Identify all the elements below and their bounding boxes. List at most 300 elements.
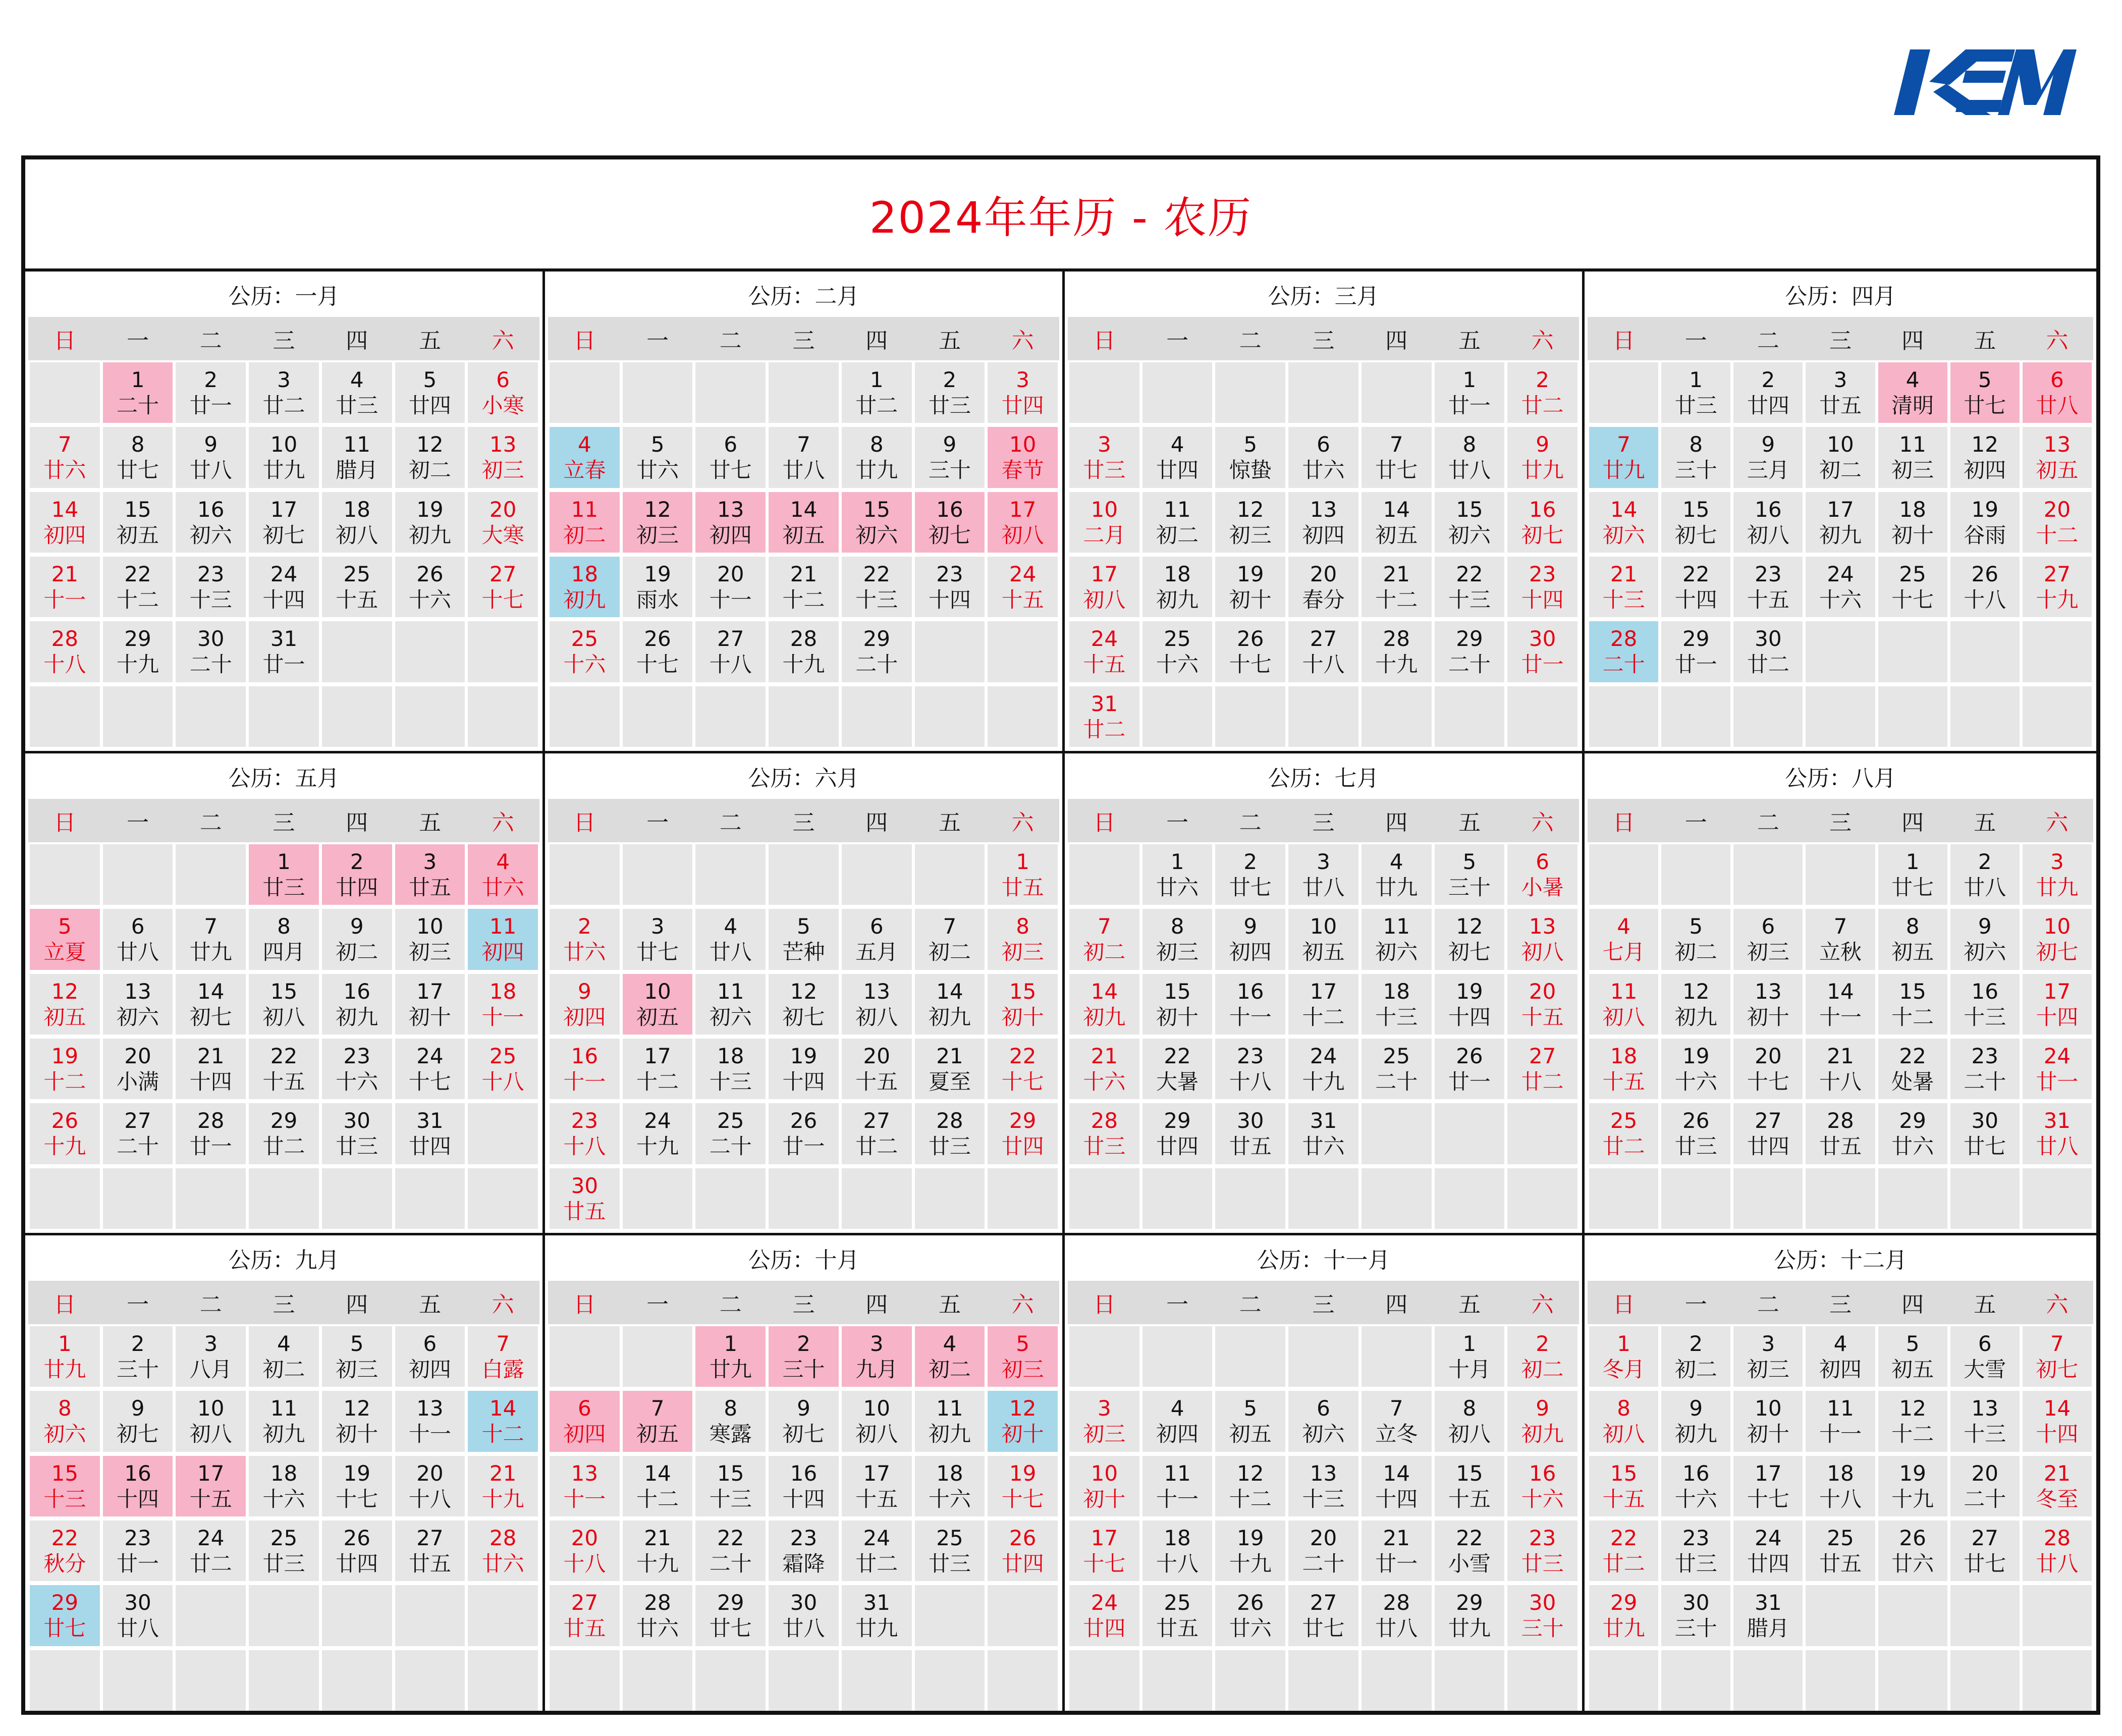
solar-day: 16 xyxy=(1755,497,1782,522)
lunar-day: 廿四 xyxy=(1001,1134,1044,1159)
day-cell xyxy=(395,492,465,553)
empty-cell xyxy=(1069,1326,1139,1387)
day-cell xyxy=(1069,909,1139,969)
lunar-day: 初四 xyxy=(1964,458,2006,483)
day-cell xyxy=(30,492,100,553)
lunar-day: 十三 xyxy=(855,587,898,613)
day-cell xyxy=(103,621,173,682)
day-cell xyxy=(695,1103,766,1164)
lunar-day: 廿七 xyxy=(1964,1551,2006,1577)
day-cell xyxy=(1661,621,1730,682)
empty-cell xyxy=(1507,686,1577,747)
day-cell xyxy=(1733,621,1803,682)
weekday-label: 日 xyxy=(53,1292,76,1318)
weekday-label: 日 xyxy=(1612,328,1635,354)
day-cell xyxy=(842,492,912,553)
lunar-day: 廿八 xyxy=(2036,1551,2079,1577)
lunar-day: 十五 xyxy=(1602,1069,1645,1095)
day-cell xyxy=(915,1391,985,1451)
solar-day: 24 xyxy=(270,561,298,586)
weekday-label: 四 xyxy=(1901,1292,1924,1318)
lunar-day: 初十 xyxy=(1747,1422,1789,1447)
lunar-day: 十七 xyxy=(481,587,524,613)
lunar-day: 廿三 xyxy=(1083,458,1126,483)
day-cell xyxy=(103,1391,173,1451)
empty-cell xyxy=(1661,1168,1730,1229)
solar-day: 13 xyxy=(416,1396,444,1421)
lunar-day: 三十 xyxy=(1521,1616,1564,1641)
empty-cell xyxy=(1950,1650,2020,1711)
lunar-day: 二十 xyxy=(1448,652,1491,677)
lunar-day: 十二 xyxy=(43,1069,86,1095)
weekday-label: 六 xyxy=(1011,328,1034,354)
day-grid xyxy=(1068,360,1579,749)
empty-cell xyxy=(1435,686,1505,747)
weekday-header xyxy=(1068,799,1579,842)
day-cell xyxy=(1069,557,1139,617)
empty-cell xyxy=(468,686,538,747)
solar-day: 5 xyxy=(1689,914,1703,939)
lunar-day: 初十 xyxy=(1747,1004,1789,1029)
day-cell xyxy=(1142,1456,1213,1516)
empty-cell xyxy=(1507,1650,1577,1711)
lunar-day: 初七 xyxy=(189,1004,232,1029)
solar-day: 18 xyxy=(1383,979,1410,1004)
weekday-label: 二 xyxy=(1757,1292,1779,1318)
lunar-day: 廿七 xyxy=(117,458,159,483)
solar-day: 18 xyxy=(1899,497,1926,522)
day-cell xyxy=(623,557,693,617)
lunar-day: 初六 xyxy=(1448,522,1491,548)
empty-cell xyxy=(1806,1650,1875,1711)
lunar-day: 廿三 xyxy=(262,1551,305,1577)
solar-day: 30 xyxy=(1529,626,1556,652)
lunar-day: 初四 xyxy=(1156,1422,1199,1447)
solar-day: 12 xyxy=(1899,1396,1926,1421)
lunar-day: 二十 xyxy=(117,1134,159,1159)
day-cell xyxy=(1288,844,1358,905)
weekday-label: 二 xyxy=(719,810,742,836)
day-cell xyxy=(395,1456,465,1516)
solar-day: 8 xyxy=(1016,914,1029,939)
day-cell xyxy=(695,427,766,487)
month-title: 公历：九月 xyxy=(228,1247,340,1273)
day-cell xyxy=(550,1585,620,1646)
lunar-day: 廿九 xyxy=(1602,458,1645,483)
solar-day: 26 xyxy=(1456,1043,1483,1068)
day-cell xyxy=(988,909,1058,969)
lunar-day: 初五 xyxy=(117,522,159,548)
lunar-day: 廿三 xyxy=(262,875,305,900)
solar-day: 10 xyxy=(197,1396,225,1421)
solar-day: 16 xyxy=(1682,1460,1710,1486)
solar-day: 15 xyxy=(717,1460,744,1486)
day-cell xyxy=(915,1326,985,1387)
day-cell xyxy=(1950,1103,2020,1164)
lunar-day: 初二 xyxy=(1819,458,1862,483)
lunar-day: 初五 xyxy=(1891,1357,1934,1382)
day-cell xyxy=(1806,909,1875,969)
solar-day: 12 xyxy=(51,979,79,1004)
lunar-day: 十九 xyxy=(782,652,825,677)
day-cell xyxy=(30,909,100,969)
day-cell xyxy=(322,1326,392,1387)
solar-day: 17 xyxy=(1827,497,1854,522)
solar-day: 21 xyxy=(51,561,79,586)
empty-cell xyxy=(468,1168,538,1229)
solar-day: 9 xyxy=(1978,914,1992,939)
lunar-day: 三十 xyxy=(117,1357,159,1382)
solar-day: 13 xyxy=(1310,497,1337,522)
weekday-header xyxy=(1068,1281,1579,1324)
day-cell xyxy=(322,1039,392,1099)
empty-cell xyxy=(1806,1168,1875,1229)
solar-day: 21 xyxy=(644,1525,671,1550)
lunar-day: 廿三 xyxy=(1521,1551,1564,1577)
day-cell xyxy=(1069,1585,1139,1646)
solar-day: 6 xyxy=(724,432,738,457)
day-cell xyxy=(988,1039,1058,1099)
solar-day: 9 xyxy=(1689,1396,1703,1421)
day-cell xyxy=(1661,492,1730,553)
solar-day: 16 xyxy=(790,1460,818,1486)
empty-cell xyxy=(1069,844,1139,905)
solar-day: 23 xyxy=(1971,1043,1998,1068)
empty-cell xyxy=(1142,686,1213,747)
solar-day: 27 xyxy=(1310,626,1337,652)
lunar-day: 十五 xyxy=(855,1069,898,1095)
lunar-day: 初八 xyxy=(855,1422,898,1447)
solar-day: 13 xyxy=(1755,979,1782,1004)
solar-day: 2 xyxy=(1536,367,1549,392)
empty-cell xyxy=(1069,362,1139,423)
empty-cell xyxy=(1288,1326,1358,1387)
empty-cell xyxy=(1950,621,2020,682)
weekday-label: 日 xyxy=(573,810,596,836)
day-cell xyxy=(2023,844,2092,905)
empty-cell xyxy=(915,1650,985,1711)
day-cell xyxy=(1215,844,1285,905)
day-cell xyxy=(1661,1456,1730,1516)
lunar-day: 大雪 xyxy=(1964,1357,2006,1382)
day-cell xyxy=(1362,492,1432,553)
solar-day: 26 xyxy=(51,1108,79,1133)
weekday-label: 二 xyxy=(199,328,222,354)
empty-cell xyxy=(695,844,766,905)
lunar-day: 廿九 xyxy=(189,940,232,965)
solar-day: 3 xyxy=(1016,367,1029,392)
day-grid xyxy=(1588,1324,2093,1713)
day-cell xyxy=(1362,1521,1432,1581)
day-cell xyxy=(550,909,620,969)
solar-day: 14 xyxy=(1827,979,1854,1004)
lunar-day: 十四 xyxy=(1375,1486,1418,1511)
solar-day: 21 xyxy=(1383,1525,1410,1550)
solar-day: 9 xyxy=(797,1396,810,1421)
day-cell xyxy=(1589,1039,1658,1099)
lunar-day: 雨水 xyxy=(636,587,679,613)
lunar-day: 十四 xyxy=(117,1486,159,1511)
lunar-day: 小满 xyxy=(117,1069,159,1095)
solar-day: 21 xyxy=(1383,561,1410,586)
day-cell xyxy=(468,427,538,487)
lunar-day: 初九 xyxy=(1674,1004,1717,1029)
solar-day: 7 xyxy=(58,432,72,457)
day-cell xyxy=(1661,909,1730,969)
lunar-day: 十七 xyxy=(408,1069,451,1095)
solar-day: 5 xyxy=(1243,1396,1258,1421)
day-cell xyxy=(1507,1585,1577,1646)
solar-day: 15 xyxy=(1682,497,1710,522)
lunar-day: 初三 xyxy=(1229,522,1272,548)
solar-day: 21 xyxy=(1091,1043,1118,1068)
day-cell xyxy=(1362,427,1432,487)
solar-day: 19 xyxy=(1971,497,1998,522)
lunar-day: 五月 xyxy=(855,940,898,965)
solar-day: 28 xyxy=(1091,1108,1118,1133)
weekday-header xyxy=(28,1281,539,1324)
weekday-label: 五 xyxy=(418,1292,441,1318)
lunar-day: 初九 xyxy=(1083,1004,1126,1029)
day-cell xyxy=(623,974,693,1035)
day-cell xyxy=(1142,1039,1213,1099)
lunar-day: 十四 xyxy=(782,1486,825,1511)
solar-day: 9 xyxy=(1761,432,1775,457)
empty-cell xyxy=(30,1650,100,1711)
empty-cell xyxy=(103,844,173,905)
lunar-day: 初五 xyxy=(1375,522,1418,548)
lunar-day: 十七 xyxy=(1083,1551,1126,1577)
weekday-header xyxy=(1068,317,1579,360)
lunar-day: 十二 xyxy=(1891,1422,1934,1447)
lunar-day: 初四 xyxy=(1819,1357,1862,1382)
solar-day: 2 xyxy=(577,914,591,939)
solar-day: 22 xyxy=(51,1525,79,1550)
solar-day: 26 xyxy=(790,1108,818,1133)
lunar-day: 十四 xyxy=(2036,1422,2079,1447)
day-cell xyxy=(1215,621,1285,682)
solar-day: 25 xyxy=(717,1108,744,1133)
lunar-day: 十四 xyxy=(262,587,305,613)
day-grid xyxy=(1068,1324,1579,1713)
day-cell xyxy=(395,1039,465,1099)
day-cell xyxy=(1069,1456,1139,1516)
solar-day: 19 xyxy=(1237,1525,1264,1550)
kem-logo xyxy=(1890,39,2077,130)
day-cell xyxy=(1733,492,1803,553)
lunar-day: 廿二 xyxy=(1747,652,1789,677)
lunar-day: 小寒 xyxy=(481,393,524,418)
day-cell xyxy=(1288,1585,1358,1646)
solar-day: 11 xyxy=(489,914,517,939)
lunar-day: 初二 xyxy=(262,1357,305,1382)
day-cell xyxy=(1878,1039,1947,1099)
empty-cell xyxy=(1215,362,1285,423)
solar-day: 30 xyxy=(1755,626,1782,652)
solar-day: 17 xyxy=(2043,979,2071,1004)
weekday-label: 一 xyxy=(127,1292,149,1318)
lunar-day: 夏至 xyxy=(928,1069,971,1095)
lunar-day: 廿三 xyxy=(1674,1551,1717,1577)
lunar-day: 二十 xyxy=(117,393,159,418)
day-cell xyxy=(176,974,246,1035)
lunar-day: 廿七 xyxy=(1229,875,1272,900)
day-cell xyxy=(1215,974,1285,1035)
day-cell xyxy=(322,362,392,423)
solar-day: 9 xyxy=(943,432,957,457)
weekday-label: 日 xyxy=(1093,1292,1116,1318)
day-cell xyxy=(1215,1039,1285,1099)
day-cell xyxy=(695,1039,766,1099)
solar-day: 5 xyxy=(1243,432,1258,457)
empty-cell xyxy=(322,1650,392,1711)
day-cell xyxy=(468,974,538,1035)
lunar-day: 清明 xyxy=(1891,393,1934,418)
solar-day: 9 xyxy=(1536,432,1549,457)
solar-day: 20 xyxy=(1755,1043,1782,1068)
lunar-day: 十六 xyxy=(336,1069,378,1095)
solar-day: 23 xyxy=(1755,561,1782,586)
day-cell xyxy=(249,1391,319,1451)
month-grid xyxy=(25,272,2096,1715)
day-cell xyxy=(1733,557,1803,617)
day-cell xyxy=(915,909,985,969)
lunar-day: 初四 xyxy=(563,1004,606,1029)
day-cell xyxy=(1069,1391,1139,1451)
weekday-label: 六 xyxy=(1531,810,1554,836)
solar-day: 9 xyxy=(131,1396,145,1421)
lunar-day: 初九 xyxy=(1156,587,1199,613)
day-cell xyxy=(1435,909,1505,969)
lunar-day: 初二 xyxy=(336,940,378,965)
solar-day: 8 xyxy=(58,1396,72,1421)
solar-day: 5 xyxy=(423,367,437,392)
lunar-day: 初七 xyxy=(1674,522,1717,548)
weekday-label: 五 xyxy=(418,810,441,836)
solar-day: 3 xyxy=(1097,1396,1111,1421)
day-cell xyxy=(2023,909,2092,969)
lunar-day: 初十 xyxy=(1891,522,1934,548)
day-cell xyxy=(1142,974,1213,1035)
empty-cell xyxy=(1661,1650,1730,1711)
solar-day: 7 xyxy=(797,432,810,457)
month-title: 公历：五月 xyxy=(228,766,340,791)
lunar-day: 十八 xyxy=(481,1069,524,1095)
lunar-day: 初十 xyxy=(1083,1486,1126,1511)
weekday-label: 一 xyxy=(1684,810,1707,836)
solar-day: 27 xyxy=(1310,1590,1337,1615)
solar-day: 4 xyxy=(496,849,510,874)
lunar-day: 廿二 xyxy=(855,1134,898,1159)
solar-day: 17 xyxy=(1091,561,1118,586)
lunar-day: 廿五 xyxy=(563,1199,606,1224)
day-cell xyxy=(176,1039,246,1099)
lunar-day: 廿四 xyxy=(336,875,378,900)
weekday-label: 三 xyxy=(792,328,815,354)
lunar-day: 初三 xyxy=(636,522,679,548)
day-cell xyxy=(1806,974,1875,1035)
day-cell xyxy=(468,844,538,905)
day-cell xyxy=(842,427,912,487)
day-grid xyxy=(1588,842,2093,1231)
solar-day: 24 xyxy=(197,1525,225,1550)
solar-day: 8 xyxy=(1689,432,1703,457)
lunar-day: 十一 xyxy=(408,1422,451,1447)
lunar-day: 十七 xyxy=(1001,1069,1044,1095)
empty-cell xyxy=(468,1585,538,1646)
day-cell xyxy=(1435,1326,1505,1387)
lunar-day: 十九 xyxy=(1891,1486,1934,1511)
solar-day: 15 xyxy=(1456,1460,1483,1486)
lunar-day: 初六 xyxy=(43,1422,86,1447)
day-cell xyxy=(1288,909,1358,969)
solar-day: 27 xyxy=(717,626,744,652)
day-cell xyxy=(1878,1326,1947,1387)
lunar-day: 十一 xyxy=(709,587,752,613)
day-cell xyxy=(468,1391,538,1451)
day-cell xyxy=(1589,1585,1658,1646)
solar-day: 10 xyxy=(644,979,671,1004)
lunar-day: 初五 xyxy=(1302,940,1345,965)
lunar-day: 十九 xyxy=(1229,1551,1272,1577)
solar-day: 6 xyxy=(1317,432,1330,457)
empty-cell xyxy=(30,686,100,747)
empty-cell xyxy=(1142,1650,1213,1711)
solar-day: 1 xyxy=(58,1331,72,1356)
solar-day: 9 xyxy=(350,914,364,939)
day-cell xyxy=(2023,1326,2092,1387)
day-cell xyxy=(1142,1585,1213,1646)
solar-day: 1 xyxy=(1462,1331,1477,1356)
day-cell xyxy=(468,1326,538,1387)
lunar-day: 廿二 xyxy=(1521,1069,1564,1095)
solar-day: 1 xyxy=(131,367,145,392)
lunar-day: 十六 xyxy=(1674,1069,1717,1095)
empty-cell xyxy=(842,686,912,747)
weekday-label: 四 xyxy=(865,1292,888,1318)
empty-cell xyxy=(988,1650,1058,1711)
solar-day: 26 xyxy=(343,1525,370,1550)
weekday-label: 日 xyxy=(573,328,596,354)
solar-day: 25 xyxy=(489,1043,517,1068)
lunar-day: 初七 xyxy=(1448,940,1491,965)
lunar-day: 十三 xyxy=(1448,587,1491,613)
empty-cell xyxy=(623,1650,693,1711)
day-cell xyxy=(1733,1521,1803,1581)
solar-day: 8 xyxy=(277,914,291,939)
day-cell xyxy=(1507,844,1577,905)
solar-day: 5 xyxy=(797,914,810,939)
day-cell xyxy=(842,621,912,682)
day-cell xyxy=(1878,557,1947,617)
day-cell xyxy=(1950,844,2020,905)
lunar-day: 初三 xyxy=(481,458,524,483)
empty-cell xyxy=(1878,686,1947,747)
solar-day: 31 xyxy=(1310,1108,1337,1133)
empty-cell xyxy=(395,621,465,682)
day-cell xyxy=(2023,362,2092,423)
day-grid xyxy=(28,1324,539,1713)
solar-day: 12 xyxy=(1682,979,1710,1004)
weekday-label: 六 xyxy=(2046,328,2069,354)
weekday-label: 三 xyxy=(273,328,295,354)
day-cell xyxy=(1435,1039,1505,1099)
weekday-label: 一 xyxy=(1166,810,1189,836)
solar-day: 13 xyxy=(124,979,151,1004)
solar-day: 24 xyxy=(1009,561,1037,586)
solar-day: 21 xyxy=(489,1460,517,1486)
calendar-frame xyxy=(21,155,2100,1715)
